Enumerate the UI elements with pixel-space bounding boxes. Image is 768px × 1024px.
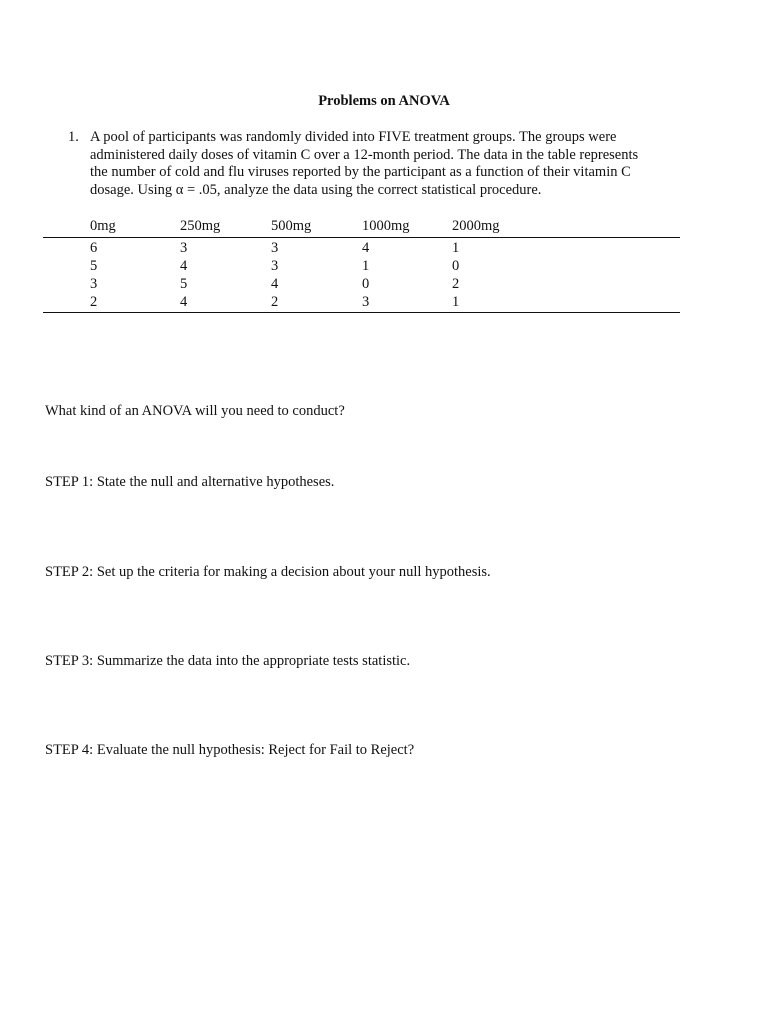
- table-cell: 3: [90, 276, 98, 292]
- column-header: 500mg: [271, 218, 312, 234]
- table-row: [43, 293, 680, 311]
- table-cell: 2: [90, 294, 98, 310]
- table-cell: 4: [271, 276, 279, 292]
- table-cell: 4: [180, 294, 188, 310]
- table-bottom-rule: [43, 312, 680, 313]
- table-row: [43, 257, 680, 275]
- table-header-row: [43, 218, 680, 237]
- table-cell: 1: [452, 294, 460, 310]
- table-cell: 3: [271, 258, 279, 274]
- problem-line: dosage. Using α = .05, analyze the data using the correct statistical procedure.: [90, 181, 542, 198]
- step-4-prompt: STEP 4: Evaluate the null hypothesis: Reject for Fail to Reject?: [45, 742, 415, 758]
- table-cell: 4: [180, 258, 188, 274]
- table-cell: 6: [90, 240, 98, 256]
- dosage-data-table: [43, 218, 680, 310]
- table-cell: 1: [362, 258, 370, 274]
- table-cell: 2: [271, 294, 279, 310]
- table-cell: 4: [362, 240, 370, 256]
- table-cell: 1: [452, 240, 460, 256]
- table-cell: 0: [362, 276, 370, 292]
- problem-text: [90, 129, 700, 199]
- table-cell: 0: [452, 258, 460, 274]
- page-title: Problems on ANOVA: [318, 93, 450, 109]
- table-cell: 2: [452, 276, 460, 292]
- table-cell: 3: [180, 240, 188, 256]
- problem-line: A pool of participants was randomly divided into FIVE treatment groups. The groups were: [90, 129, 617, 145]
- table-top-rule: [43, 237, 680, 238]
- step-2-prompt: STEP 2: Set up the criteria for making a decision about your null hypothesis.: [45, 564, 491, 580]
- table-row: [43, 239, 680, 257]
- anova-type-question: What kind of an ANOVA will you need to conduct?: [45, 403, 345, 419]
- table-cell: 3: [362, 294, 370, 310]
- column-header: 0mg: [90, 218, 116, 234]
- step-1-prompt: STEP 1: State the null and alternative hypotheses.: [45, 474, 335, 490]
- step-3-prompt: STEP 3: Summarize the data into the appropriate tests statistic.: [45, 653, 411, 669]
- column-header: 2000mg: [452, 218, 500, 234]
- table-cell: 5: [90, 258, 98, 274]
- table-body: [43, 239, 680, 311]
- table-cell: 5: [180, 276, 188, 292]
- column-header: 250mg: [180, 218, 221, 234]
- table-cell: 3: [271, 240, 279, 256]
- table-row: [43, 275, 680, 293]
- problem-number: 1.: [68, 129, 79, 145]
- problem-line: administered daily doses of vitamin C over a 12-month period. The data in the table represents: [90, 146, 639, 163]
- column-header: 1000mg: [362, 218, 410, 234]
- problem-line: the number of cold and flu viruses reported by the participant as a function of their vitamin C: [90, 164, 631, 180]
